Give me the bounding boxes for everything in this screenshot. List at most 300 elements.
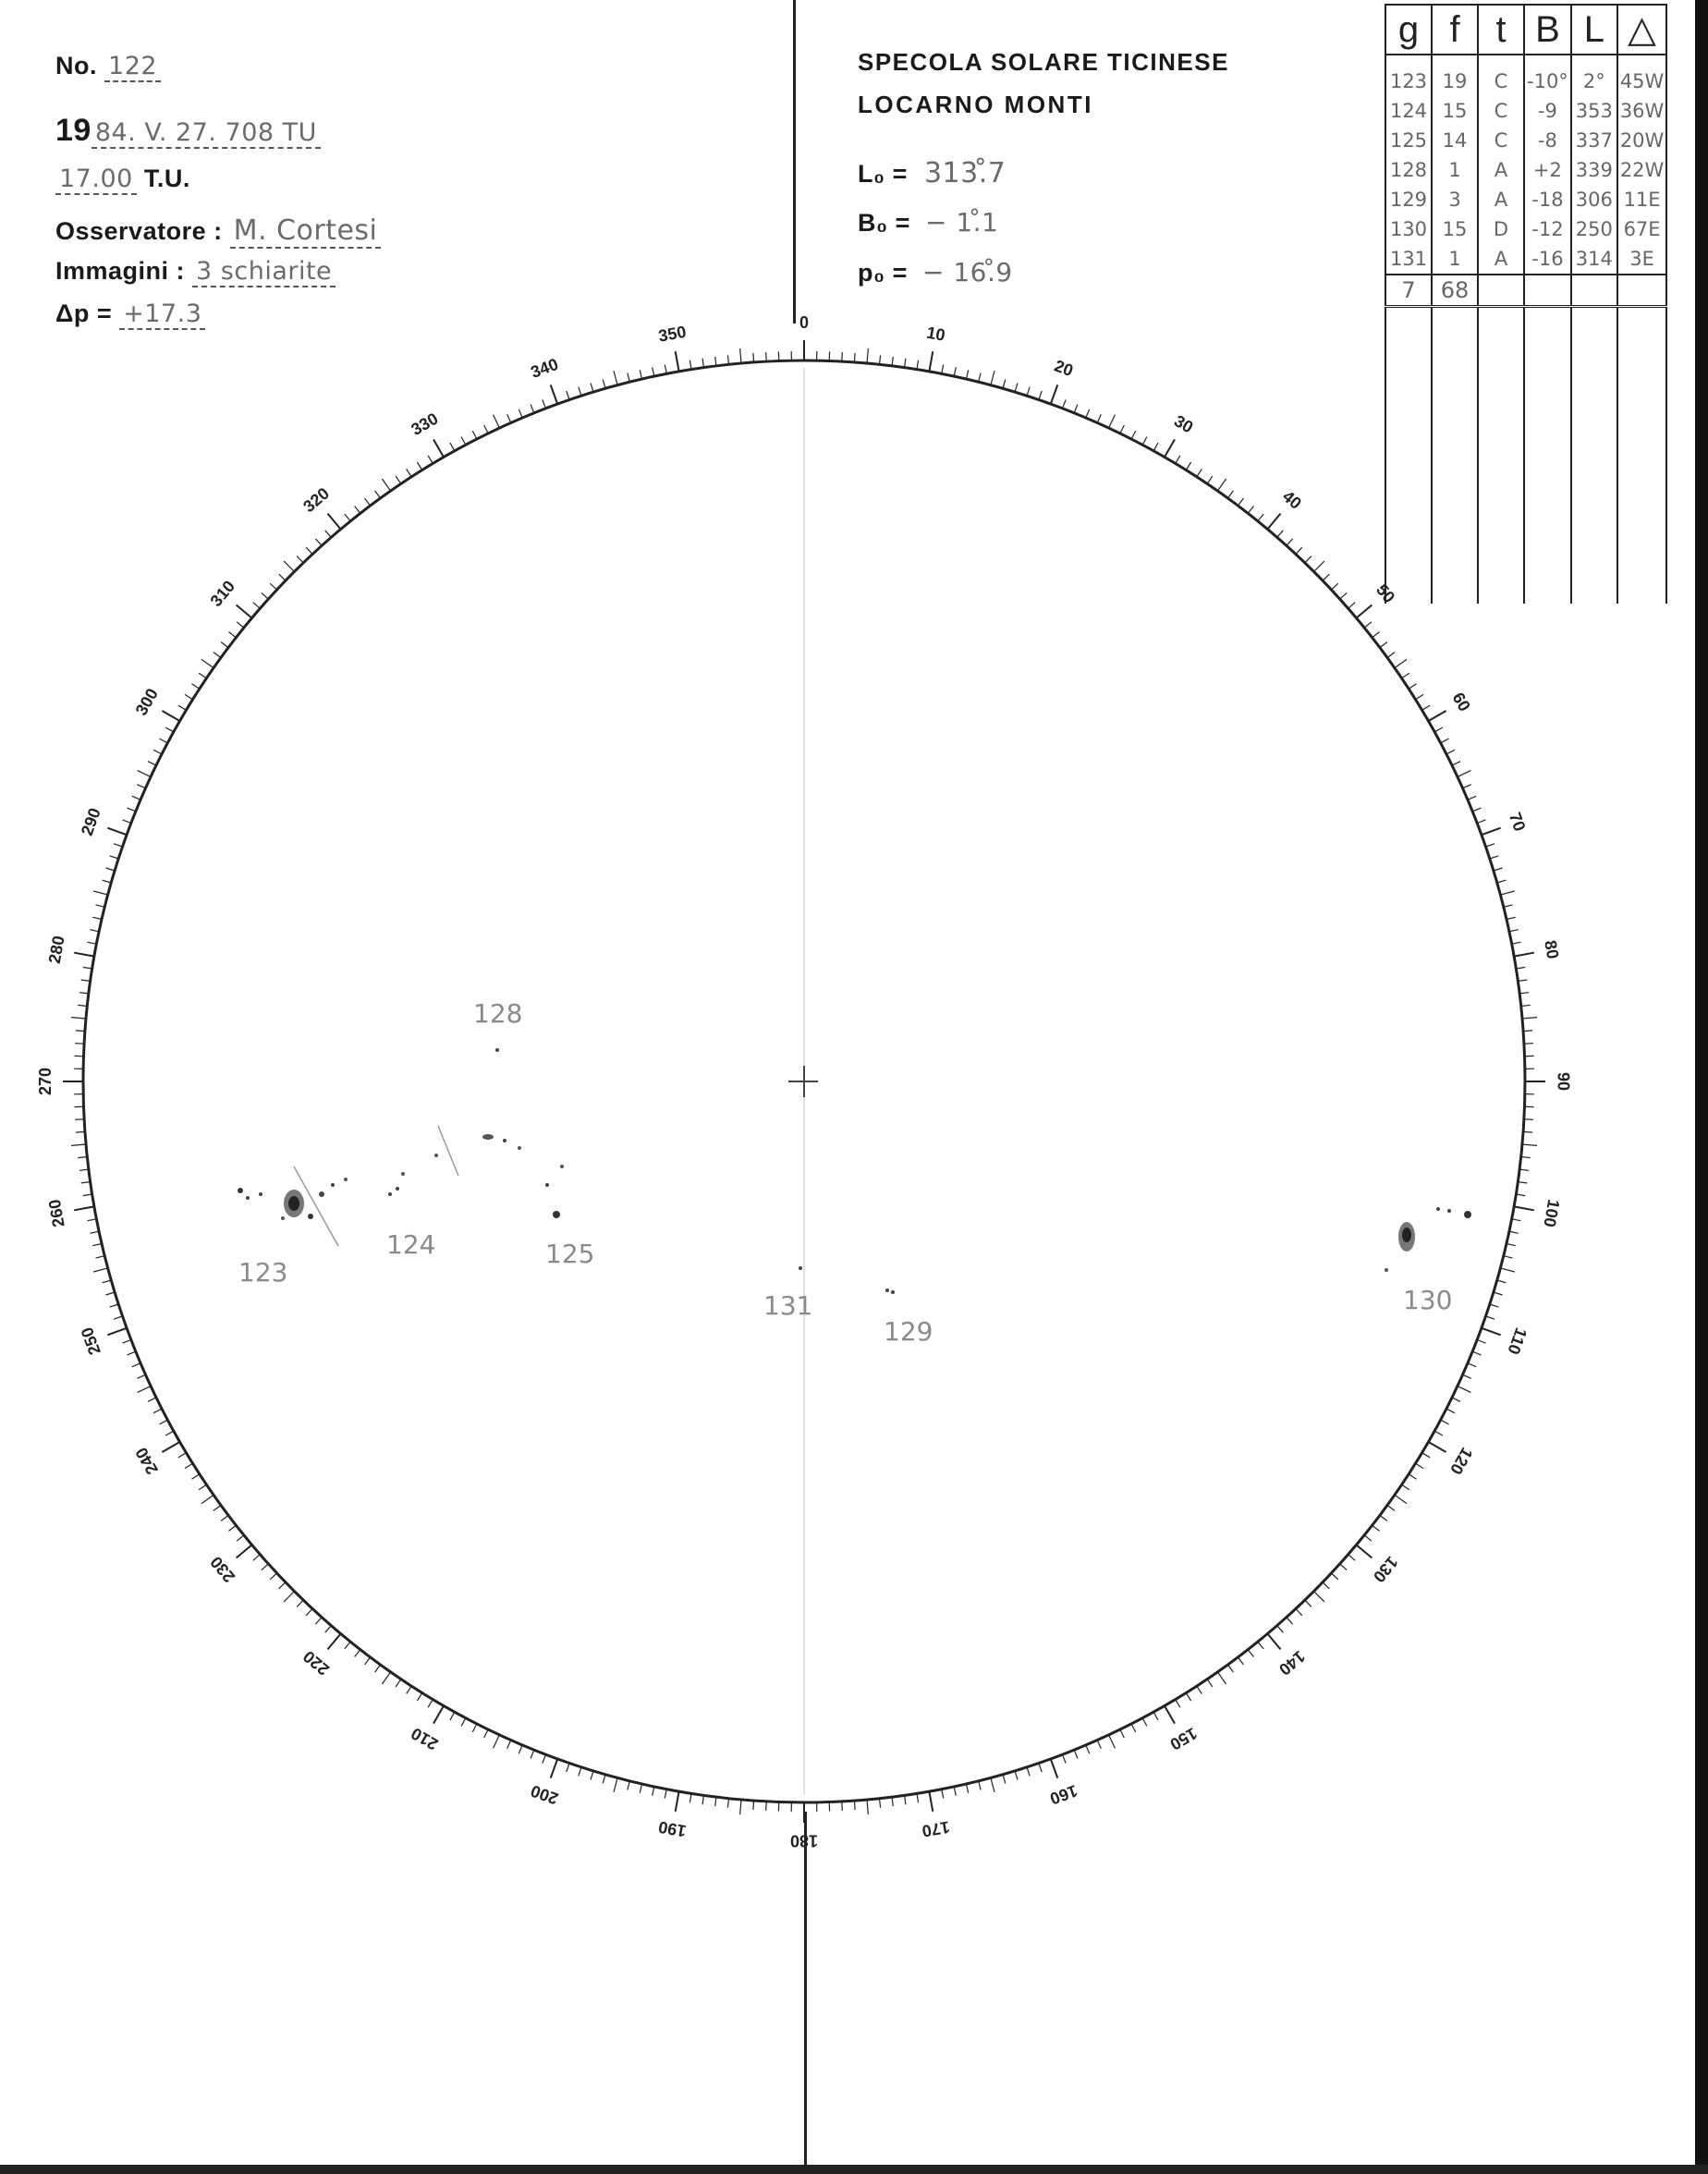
degree-tick [1402,1484,1409,1490]
sunspot-group-123 [238,1166,348,1246]
degree-label: 290 [77,805,104,838]
degree-tick [1482,828,1501,836]
degree-tick [1039,1764,1042,1773]
degree-tick [1372,632,1380,638]
degree-label: 80 [1541,938,1563,960]
degree-tick [165,1431,174,1435]
degree-tick [270,583,276,590]
year-prefix: 19 [55,113,92,148]
degree-tick [1340,1564,1347,1570]
degree-tick [591,384,593,393]
degree-tick [1422,1453,1431,1458]
degree-tick [1416,694,1424,699]
degree-tick [1165,1706,1175,1724]
degree-tick [1452,1398,1460,1401]
degree-tick [1409,684,1416,690]
degree-tick [81,1182,91,1183]
degree-label: 180 [789,1831,819,1850]
disk-center-cross [788,1066,818,1097]
degree-tick [702,359,703,368]
degree-tick [237,605,252,618]
degree-tick [507,1740,511,1749]
total-groups: 7 [1385,275,1432,307]
degree-label: 230 [206,1552,239,1586]
cell-b: -16 [1524,244,1571,275]
degree-tick [766,352,767,361]
degree-tick [543,1754,546,1763]
cell-f: 1 [1432,244,1478,275]
degree-tick [229,1525,237,1531]
degree-tick [201,659,214,667]
degree-tick [880,1799,881,1808]
degree-label: 30 [1170,411,1197,437]
cell-l: 337 [1571,126,1617,155]
cell-b: -18 [1524,185,1571,214]
degree-tick [1063,400,1067,409]
group-label-130: 130 [1403,1285,1453,1315]
col-header-l: L [1571,5,1617,55]
degree-tick [192,1474,200,1480]
degree-tick [1165,439,1175,457]
degree-tick [328,1634,341,1650]
col-header-g: g [1385,5,1432,55]
cell-f: 15 [1432,96,1478,126]
degree-tick [74,953,94,957]
degree-tick [1441,739,1449,743]
degree-tick [417,1693,421,1702]
degree-tick [132,1363,140,1367]
degree-label: 270 [35,1067,55,1096]
degree-tick [740,1800,741,1814]
degree-tick [1486,1316,1495,1319]
degree-tick [128,1351,136,1355]
degree-tick [715,1797,716,1806]
p0-label: p₀ = [858,259,908,287]
degree-tick [1003,380,1006,389]
drawing-number-label: No. [55,52,97,79]
degree-tick [753,1801,754,1810]
degree-tick [942,365,944,374]
degree-tick [1458,1386,1471,1393]
degree-tick [199,1484,206,1490]
degree-tick [461,437,466,446]
degree-tick [355,1650,360,1657]
degree-tick [1387,1506,1395,1511]
cell-l: 339 [1571,155,1617,185]
degree-tick [867,348,868,363]
cell-t: D [1478,214,1524,244]
degree-tick [396,476,401,483]
degree-tick [1176,1700,1180,1708]
degree-tick [93,1268,108,1272]
cell-t: C [1478,96,1524,126]
degree-tick [1482,1328,1501,1336]
b0-value: − 1.̊1 [924,207,999,238]
degree-tick [92,1244,102,1246]
drawing-number-value: 122 [104,52,161,82]
images-label: Immagini : [55,257,186,285]
degree-tick [1197,1686,1202,1693]
degree-tick [1186,1693,1190,1702]
sunspot-group-128 [495,1048,499,1052]
degree-tick [1051,385,1058,404]
degree-tick [653,367,654,376]
col-header-delta: △ [1617,5,1667,55]
degree-tick [1468,796,1476,800]
degree-tick [1277,531,1284,538]
degree-tick [1409,1474,1416,1480]
degree-label: 300 [131,685,162,719]
degree-tick [494,1735,500,1749]
cell-f: 1 [1432,155,1478,185]
cell-t: C [1478,55,1524,96]
degree-tick [640,1784,641,1793]
degree-tick [1512,1219,1521,1221]
degree-tick [1516,1194,1525,1196]
degree-tick [1348,1555,1356,1561]
degree-tick [407,470,412,477]
degree-tick [138,771,152,777]
degree-tick [1217,479,1226,491]
degree-tick [880,355,881,364]
degree-tick [107,828,127,836]
degree-tick [83,967,92,969]
degree-label: 330 [408,409,442,439]
degree-tick [262,592,268,599]
degree-tick [676,351,679,372]
degree-tick [306,547,312,554]
degree-tick [628,373,629,383]
degree-tick [551,385,558,404]
degree-tick [90,1231,99,1233]
degree-tick [428,456,433,464]
degree-tick [1500,891,1515,895]
cell-f: 14 [1432,126,1478,155]
group-label-131: 131 [763,1290,813,1321]
degree-tick [76,1131,85,1132]
degree-tick [185,694,193,699]
cell-g: 125 [1385,126,1432,155]
degree-tick [1074,1750,1078,1758]
degree-tick [1015,1771,1018,1780]
degree-tick [1497,880,1507,883]
degree-tick [1296,547,1302,554]
degree-tick [567,1764,569,1773]
degree-tick [614,371,617,385]
degree-tick [628,1781,629,1790]
degree-tick [114,844,123,847]
degree-tick [1003,1775,1006,1784]
degree-tick [114,1316,123,1319]
degree-label: 90 [1554,1071,1573,1092]
cell-f: 19 [1432,55,1478,96]
cell-t: A [1478,155,1524,185]
degree-tick [1523,1131,1532,1132]
total-spots: 68 [1432,275,1478,307]
degree-label: 0 [799,312,810,332]
degree-tick [78,1005,87,1006]
cell-delta: 22W [1617,155,1667,185]
cell-delta: 36W [1617,96,1667,126]
degree-tick [1153,1712,1158,1720]
degree-tick [355,507,360,514]
cell-b: -8 [1524,126,1571,155]
degree-tick [727,1799,728,1808]
degree-tick [450,1712,455,1720]
degree-tick [162,1442,179,1452]
degree-tick [106,1292,116,1295]
degree-tick [640,370,641,379]
degree-tick [1258,1642,1263,1649]
degree-tick [1472,1351,1481,1355]
degree-tick [484,1729,488,1738]
degree-tick [160,1420,168,1424]
degree-tick [1207,1679,1213,1687]
degree-tick [153,1409,162,1413]
degree-tick [979,373,981,383]
degree-tick [603,380,605,389]
degree-tick [71,1018,86,1019]
degree-tick [1452,762,1460,765]
degree-tick [1039,391,1042,400]
degree-tick [1340,592,1347,599]
group-label-124: 124 [386,1229,436,1260]
degree-tick [417,462,421,470]
l0-label: L₀ = [858,160,908,188]
degree-tick [1086,409,1090,418]
degree-tick [507,414,511,422]
degree-tick [1097,1740,1101,1749]
cell-f: 15 [1432,214,1478,244]
cell-b: -10° [1524,55,1571,96]
time-value: 17.00 [55,165,137,195]
degree-tick [1516,967,1525,969]
degree-tick [1277,1626,1284,1633]
cell-delta: 67E [1617,214,1667,244]
degree-tick [1120,1729,1124,1738]
degree-tick [1142,437,1147,446]
degree-tick [579,387,581,397]
degree-tick [79,1169,89,1170]
delta-p-value: +17.3 [119,299,205,330]
degree-tick [253,603,261,609]
degree-tick [1086,1745,1090,1753]
degree-tick [132,796,140,800]
degree-label: 210 [408,1724,442,1754]
degree-label: 100 [1540,1198,1564,1229]
degree-tick [214,1506,221,1511]
degree-tick [262,1564,268,1570]
degree-tick [1514,953,1534,957]
degree-label: 310 [206,577,239,611]
degree-tick [96,905,105,907]
degree-tick [103,1280,112,1283]
degree-tick [284,1592,294,1602]
degree-tick [1131,431,1136,439]
degree-tick [396,1679,401,1687]
degree-tick [1395,1495,1407,1503]
degree-tick [221,1515,228,1521]
degree-tick [199,673,206,678]
degree-tick [1490,856,1499,859]
degree-tick [753,353,754,362]
cell-t: A [1478,185,1524,214]
degree-tick [567,391,569,400]
degree-tick [1522,1144,1537,1145]
degree-tick [345,514,350,521]
cell-g: 131 [1385,244,1432,275]
degree-tick [137,1374,145,1378]
degree-tick [1490,1304,1499,1307]
p0-value: − 16.̊9 [921,257,1013,287]
degree-tick [579,1767,581,1777]
degree-tick [842,1801,843,1811]
degree-tick [1416,1463,1424,1468]
degree-tick [603,1775,605,1784]
degree-tick [382,1672,390,1684]
institution-line1: SPECOLA SOLARE TICINESE [858,48,1229,76]
degree-tick [867,1800,868,1814]
cell-b: +2 [1524,155,1571,185]
degree-tick [192,684,200,690]
degree-tick [1514,1206,1534,1210]
degree-tick [103,880,112,883]
degree-label: 320 [299,483,334,517]
degree-tick [92,917,102,919]
degree-tick [328,514,341,530]
col-header-t: t [1478,5,1524,55]
degree-tick [1519,993,1529,994]
degree-tick [1463,785,1471,788]
degree-tick [892,1797,893,1806]
degree-tick [518,1745,522,1753]
degree-tick [591,1771,593,1780]
degree-label: 10 [925,323,947,345]
degree-tick [153,750,162,754]
degree-tick [178,1453,187,1458]
degree-tick [1131,1724,1136,1732]
degree-tick [1519,1169,1529,1170]
degree-tick [1267,514,1280,530]
degree-tick [123,1340,131,1344]
cell-delta: 3E [1617,244,1667,275]
cell-delta: 45W [1617,55,1667,96]
degree-tick [107,1328,127,1336]
cell-t: A [1478,244,1524,275]
degree-tick [1258,514,1263,521]
degree-tick [1523,1031,1532,1032]
degree-tick [1357,605,1372,618]
cell-g: 124 [1385,96,1432,126]
degree-tick [676,1791,679,1812]
degree-label: 170 [921,1817,952,1841]
degree-tick [1027,387,1030,397]
degree-tick [1521,1157,1531,1158]
degree-tick [1287,1618,1293,1624]
degree-tick [450,443,455,451]
degree-tick [1504,905,1513,907]
degree-label: 160 [1047,1781,1080,1809]
degree-tick [1458,771,1471,777]
time-unit: T.U. [143,165,190,192]
institution-line2: LOCARNO MONTI [858,91,1093,118]
degree-tick [1153,443,1158,451]
degree-tick [665,365,666,374]
degree-tick [1348,603,1356,609]
degree-tick [1364,622,1372,628]
degree-label: 50 [1372,580,1399,607]
degree-tick [279,574,286,580]
degree-tick [81,980,91,981]
degree-tick [382,479,390,491]
degree-label: 110 [1504,1325,1531,1357]
degree-tick [297,1600,303,1606]
degree-tick [1314,561,1324,571]
degree-tick [518,409,522,418]
degree-tick [689,360,691,370]
degree-label: 130 [1369,1552,1402,1586]
degree-tick [1512,942,1521,944]
degree-tick [375,491,381,498]
degree-tick [284,561,294,571]
degree-tick [917,1793,919,1802]
degree-tick [83,1194,92,1196]
degree-tick [214,653,221,658]
degree-tick [689,1793,691,1802]
group-label-125: 125 [545,1239,595,1269]
degree-tick [407,1686,412,1693]
degree-tick [93,891,108,895]
degree-tick [1238,1657,1243,1665]
degree-tick [1441,1420,1449,1424]
degree-tick [1176,456,1180,464]
degree-tick [1287,539,1293,545]
degree-tick [1248,507,1253,514]
degree-tick [991,1777,994,1792]
degree-tick [165,727,174,732]
degree-tick [1357,1545,1372,1557]
degree-tick [237,622,244,628]
degree-tick [1305,1600,1312,1606]
degree-tick [1372,1525,1380,1531]
degree-tick [1296,1609,1302,1616]
degree-tick [88,942,97,944]
degree-label: 40 [1278,486,1306,513]
degree-tick [715,357,716,366]
degree-tick [74,1206,94,1210]
group-label-129: 129 [884,1316,933,1347]
cell-b: -12 [1524,214,1571,244]
degree-tick [128,808,136,812]
group-label-128: 128 [473,998,523,1029]
degree-tick [766,1801,767,1811]
cell-f: 3 [1432,185,1478,214]
degree-tick [90,930,99,932]
degree-tick [472,1724,477,1732]
degree-tick [1429,711,1446,721]
degree-label: 240 [131,1444,162,1478]
degree-tick [201,1495,214,1503]
degree-tick [110,856,119,859]
degree-tick [315,1618,322,1624]
degree-tick [1332,1573,1338,1580]
degree-label: 200 [528,1781,561,1809]
cell-l: 250 [1571,214,1617,244]
degree-tick [1186,462,1190,470]
degree-tick [1051,1759,1058,1778]
degree-tick [1500,1268,1515,1272]
degree-tick [1267,1634,1280,1650]
